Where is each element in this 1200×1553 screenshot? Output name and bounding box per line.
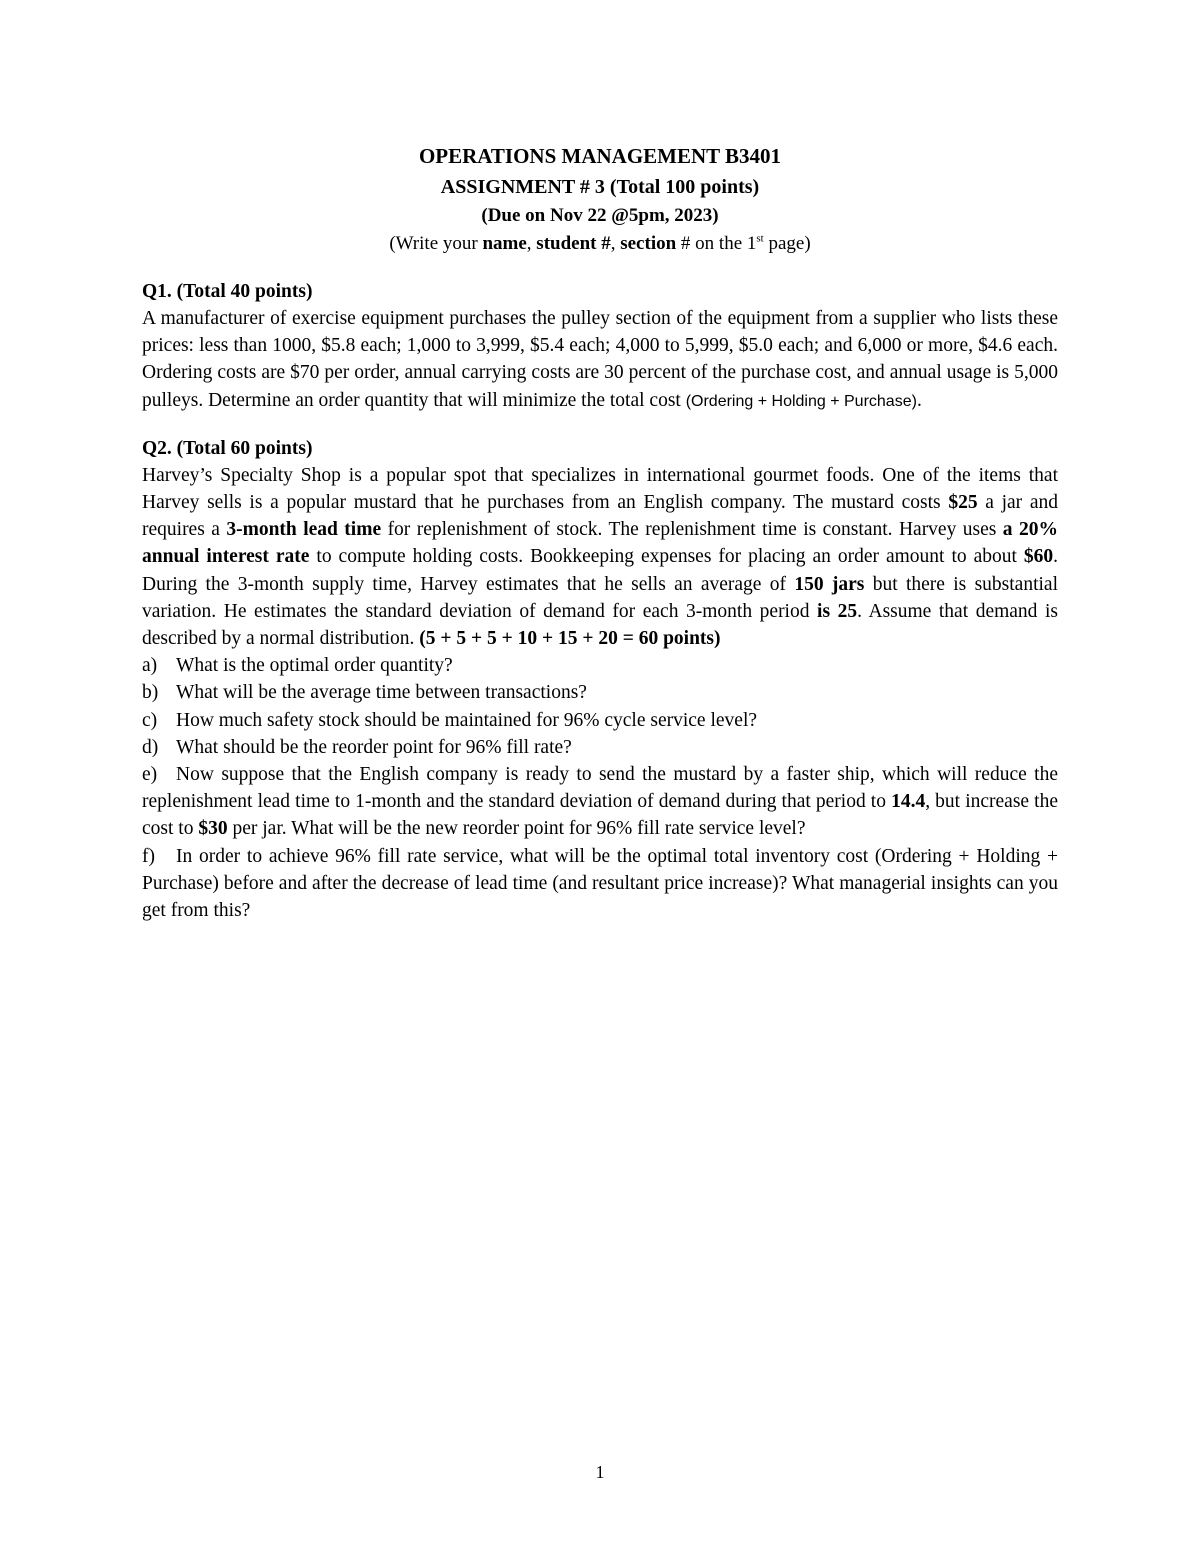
q2-title: Q2. (Total 60 points) [142,437,313,459]
q2-item-b: b) What will be the average time between transactions? [142,682,587,704]
q1-title: Q1. (Total 40 points) [142,281,313,302]
q2-item-f: f) In order to achieve 96% fill rate service, what will be the optimal total inventory cost (Ordering + Holding + Purchase) before and after the decrease of lead time (and resultant price increase)? What managerial insights can you get from this? [142,845,1058,922]
q2-item-e: e) Now suppose that the English company is ready to send the mustard by a faster ship, which will reduce the replenishment lead time to 1-month and the standard deviation of demand during that period to 14.4, but increase the cost to $30 per jar. What will be the new reorder point for 96% fill rate service level? [142,764,1058,840]
q1-text: A manufacturer of exercise equipment purchases the pulley section of the equipment from a supplier who lists these prices: less than 1000, $5.8 each; 1,000 to 3,999, $5.4 each; 4,000 to 5,999, $5.0 each; and 6,000 or more, $4.6 each. Ordering costs are $70 per order, annual carrying costs are 30 percent of the purchase cost, and annual usage is 5,000 pulleys. Determine an order quantity that will minimize the total cost (Ordering + Holding + Purchase). [142,308,1058,411]
instructions-line: (Write your name, student #, section # on the 1st page) [389,232,811,254]
assignment-title: ASSIGNMENT # 3 (Total 100 points) [440,176,760,198]
q2-item-a: a) What is the optimal order quantity? [142,655,453,677]
page-number: 1 [595,1462,605,1482]
document-page [142,140,1058,924]
q2-item-c: c) How much safety stock should be maintained for 96% cycle service level? [142,709,758,731]
due-date: (Due on Nov 22 @5pm, 2023) [481,205,719,226]
q2-text: Harvey’s Specialty Shop is a popular spot that specializes in international gourmet foods. One of the items that Harvey sells is a popular mustard that he purchases from an English company. The mustard costs $25 a jar and requires a 3-month lead time for replenishment of stock. The replenishment time is constant. Harvey uses a 20% annual interest rate to compute holding costs. Bookkeeping expenses for placing an order amount to about $60. During the 3-month supply time, Harvey estimates that he sells an average of 150 jars but there is substantial variation. He estimates the standard deviation of demand for each 3-month period is 25. Assume that demand is described by a normal distribution. (5 + 5 + 5 + 10 + 15 + 20 = 60 points) [142,464,1059,650]
course-title: OPERATIONS MANAGEMENT B3401 [418,144,782,168]
q2-item-d: d) What should be the reorder point for 96% fill rate? [142,736,572,758]
